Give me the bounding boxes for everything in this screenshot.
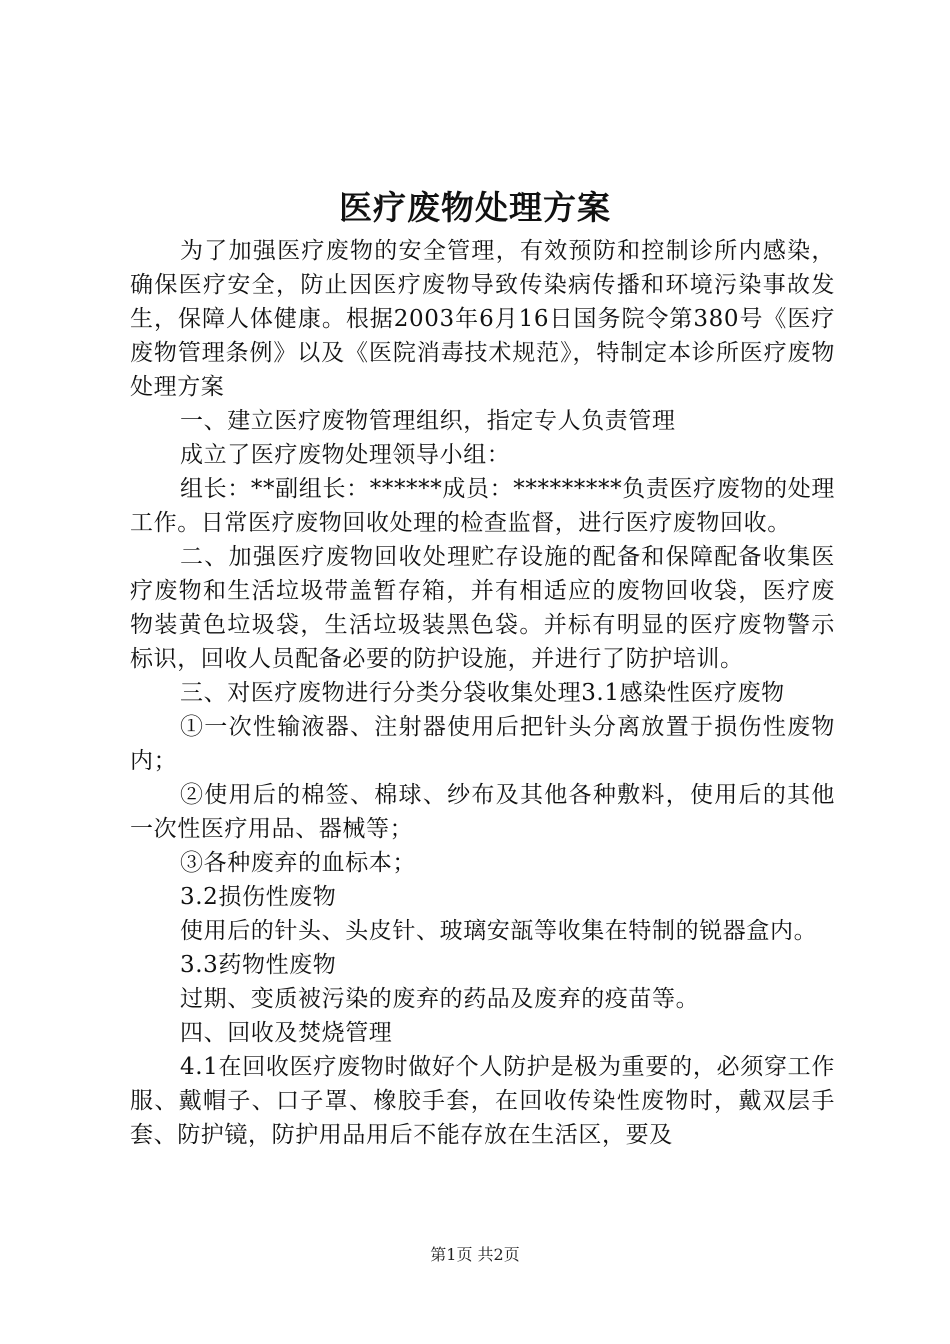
paragraph-sharps-waste: 使用后的针头、头皮针、玻璃安瓿等收集在特制的锐器盒内。 <box>180 918 818 944</box>
paragraph-intro: 为了加强医疗废物的安全管理，有效预防和控制诊所内感染，确保医疗安全，防止因医疗废物导致传染病传播和环境污染事故发生，保障人体健康。根据2003年6月16日国务院令第380号《医疗废物管理条例》以及《医院消毒技术规范》，特制定本诊所医疗废物处理方案 <box>130 238 835 400</box>
page-number-footer: 第1页 共2页 <box>430 1245 520 1264</box>
subheading-sharps-waste: 3.2损伤性废物 <box>180 884 337 910</box>
paragraph-protection: 4.1在回收医疗废物时做好个人防护是极为重要的，必须穿工作服、戴帽子、口子罩、橡胶手套，在回收传染性废物时，戴双层手套、防护镜，防护用品用后不能存放在生活区，要及 <box>130 1054 835 1148</box>
paragraph-section-1-heading: 一、建立医疗废物管理组织，指定专人负责管理 <box>180 408 676 434</box>
paragraph-section-3-heading: 三、对医疗废物进行分类分袋收集处理3.1感染性医疗废物 <box>180 680 785 706</box>
list-item-dressings: ②使用后的棉签、棉球、纱布及其他各种敷料，使用后的其他一次性医疗用品、器械等； <box>130 782 835 842</box>
list-item-infusion-sets: ①一次性输液器、注射器使用后把针头分离放置于损伤性废物内； <box>130 714 835 774</box>
paragraph-section-2: 二、加强医疗废物回收处理贮存设施的配备和保障配备收集医疗废物和生活垃圾带盖暂存箱，并有相适应的废物回收袋，医疗废物装黄色垃圾袋，生活垃圾装黑色袋。并标有明显的医疗废物警示标识，回收人员配备必要的防护设施，并进行了防护培训。 <box>130 544 835 672</box>
paragraph-section-4-heading: 四、回收及焚烧管理 <box>180 1020 393 1046</box>
document-title: 医疗废物处理方案 <box>339 188 611 227</box>
paragraph-pharmaceutical-waste: 过期、变质被污染的废弃的药品及废弃的疫苗等。 <box>180 986 700 1012</box>
paragraph-group-established: 成立了医疗废物处理领导小组： <box>180 442 511 468</box>
paragraph-group-members: 组长：**副组长：******成员：*********负责医疗废物的处理工作。日常医疗废物回收处理的检查监督，进行医疗废物回收。 <box>130 476 835 536</box>
subheading-pharmaceutical-waste: 3.3药物性废物 <box>180 952 337 978</box>
list-item-blood-samples: ③各种废弃的血标本； <box>180 850 416 876</box>
document-body <box>130 234 835 1152</box>
